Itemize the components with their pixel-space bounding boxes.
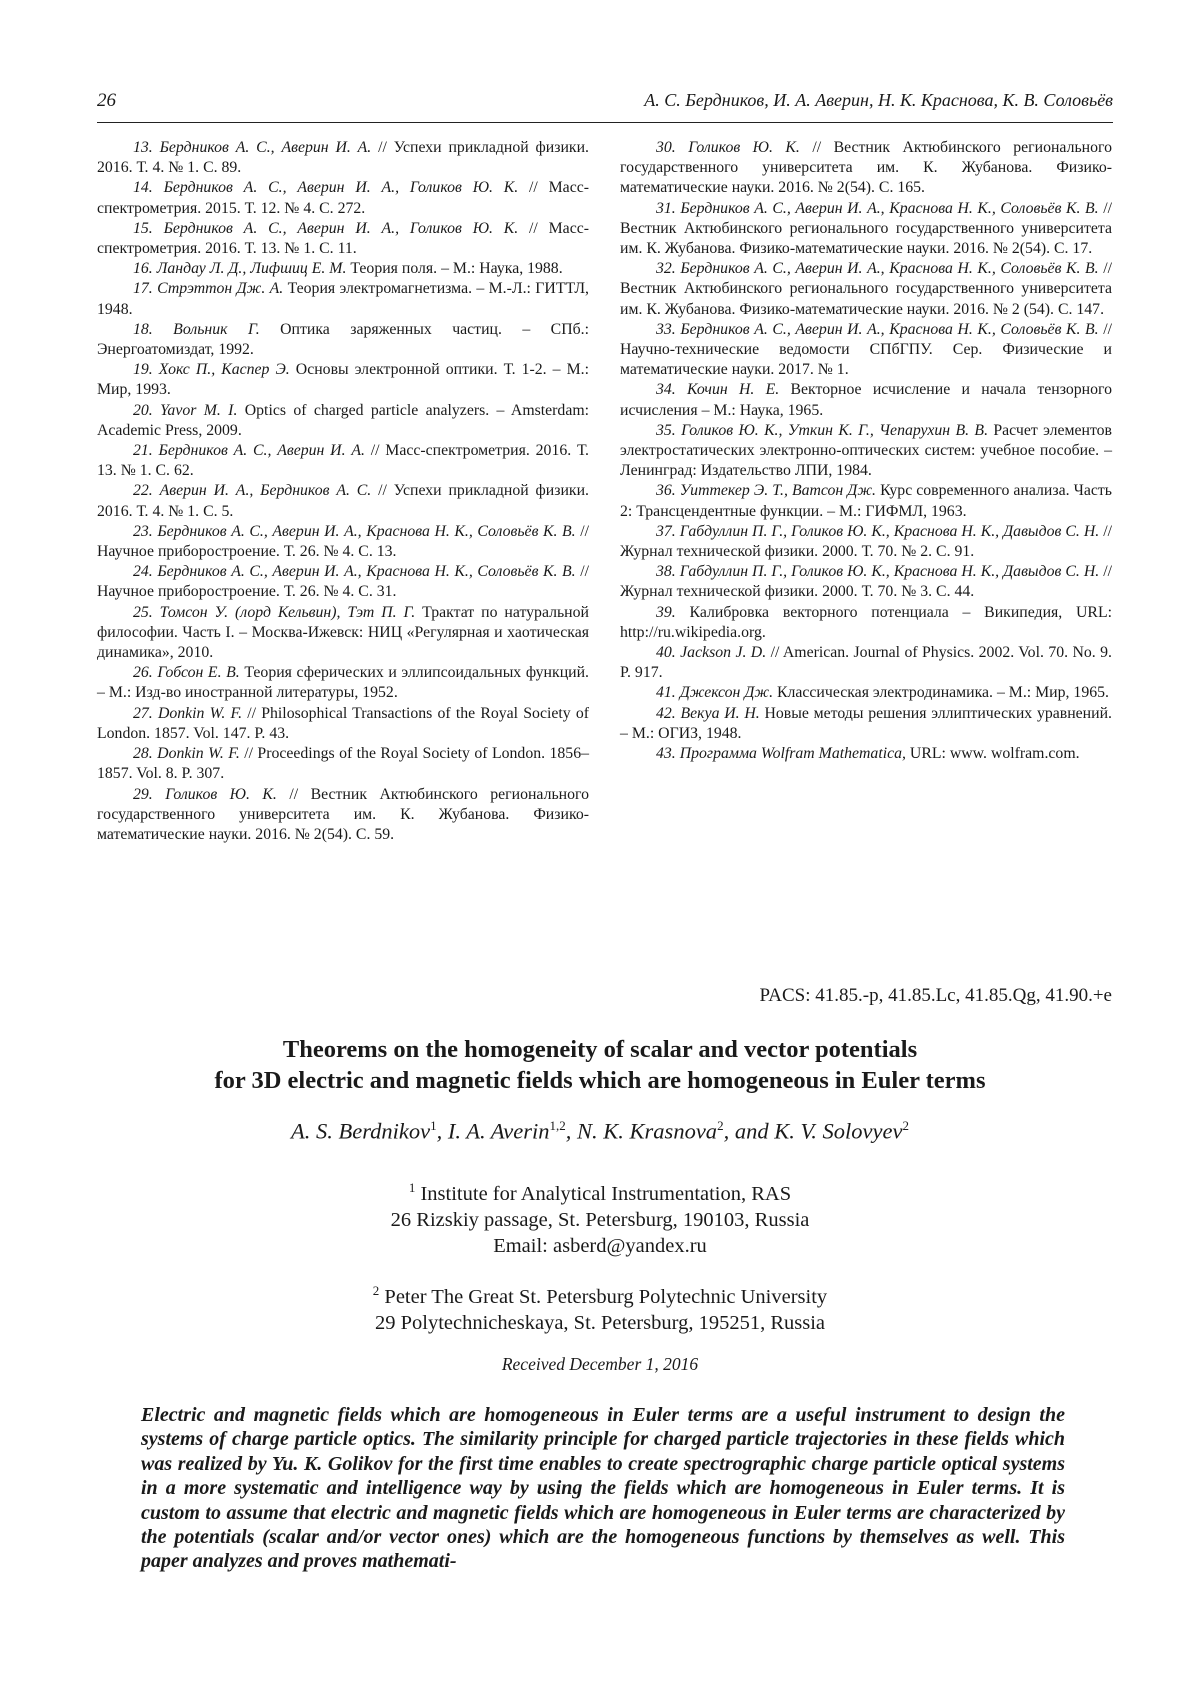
affil-mark: 2	[372, 1283, 380, 1298]
reference-entry	[97, 138, 589, 178]
reference-details: Расчет элементов электростатических электронно-оптических систем: учебное пособие. – Ленинград: Издательство ЛПИ, 1984.	[620, 421, 1112, 480]
reference-entry	[97, 259, 589, 279]
reference-details: // Научно-технические ведомости СПбГПУ. Сер. Физические и математические науки. 2017. № 1.	[620, 320, 1112, 379]
reference-details: // American. Journal of Physics. 2002. Vol. 70. No. 9. P. 917.	[620, 644, 1112, 682]
reference-details: Курс современного анализа. Часть 2: Трансцендентные функции. – М.: ГИФМЛ, 1963.	[620, 482, 1112, 520]
author-name: A. S. Berdnikov	[290, 1118, 431, 1144]
reference-authors: 31. Бердников А. С., Аверин И. А., Краснова Н. К., Соловьёв К. В.	[656, 199, 1099, 217]
author-affil-mark: 2	[717, 1118, 724, 1133]
reference-details: // Научное приборостроение. Т. 26. № 4. С. 31.	[97, 563, 589, 601]
reference-authors: 41. Джексон Дж.	[656, 684, 774, 702]
pacs-codes: PACS: 41.85.-p, 41.85.Lc, 41.85.Qg, 41.90.+e	[759, 985, 1112, 1006]
author-list	[0, 1118, 1200, 1145]
reference-authors: 28. Donkin W. F.	[133, 745, 240, 763]
abstract: Electric and magnetic fields which are homogeneous in Euler terms are a useful instrument to design the systems of charge particle optics. The similarity principle for charged particle trajectories in these fields which was realized by Yu. K. Golikov for the first time enables to create spectrographic charge particle optical systems in a more systematic and intelligence way by using the fields which are homogeneous in Euler terms. It is custom to assume that electric and magnetic fields which are homogeneous in Euler terms are characterized by the potentials (scalar and/or vector ones) which are the homogeneous functions by themselves as well. This paper analyzes and proves mathemati-	[141, 1404, 1065, 1573]
reference-entry	[97, 663, 589, 703]
reference-authors: 20. Yavor M. I.	[133, 401, 238, 419]
reference-details: // Журнал технической физики. 2000. Т. 70. № 3. С. 44.	[620, 563, 1112, 601]
reference-entry	[97, 481, 589, 521]
references-right-column	[620, 138, 1112, 764]
reference-authors: 14. Бердников А. С., Аверин И. А., Голиков Ю. К.	[133, 179, 519, 197]
affil-email[interactable]: Email: asberd@yandex.ru	[493, 1234, 707, 1257]
author-name: , and K. V. Solovyev	[723, 1118, 903, 1144]
affil-address: 29 Polytechnicheskaya, St. Petersburg, 195251, Russia	[374, 1311, 825, 1334]
reference-details: // Масс-спектрометрия. 2015. Т. 12. № 4. С. 272.	[97, 179, 589, 217]
reference-authors: 15. Бердников А. С., Аверин И. А., Голиков Ю. К.	[133, 219, 519, 237]
reference-entry	[97, 522, 589, 562]
reference-details: Калибровка векторного потенциала – Википедия, URL: http://ru.wikipedia.org.	[620, 603, 1112, 641]
reference-entry	[97, 562, 589, 602]
reference-entry	[620, 259, 1112, 320]
affil-name: Peter The Great St. Petersburg Polytechnic University	[384, 1285, 828, 1308]
reference-authors: 25. Томсон У. (лорд Кельвин), Тэт П. Г.	[133, 603, 416, 621]
reference-details: Векторное исчисление и начала тензорного исчисления – М.: Наука, 1965.	[620, 381, 1113, 419]
reference-entry	[97, 320, 589, 360]
author-affil-mark: 2	[902, 1118, 909, 1133]
reference-details: Optics of charged particle analyzers. – Amsterdam: Academic Press, 2009.	[97, 401, 590, 439]
reference-details: Оптика заряженных частиц. – СПб.: Энергоатомиздат, 1992.	[97, 320, 589, 359]
reference-entry	[620, 744, 1112, 764]
reference-authors: 18. Вольник Г.	[133, 320, 260, 338]
reference-details: Теория электромагнетизма. – М.-Л.: ГИТТЛ, 1948.	[97, 280, 589, 318]
reference-details: Основы электронной оптики. Т. 1-2. – М.: Мир, 1993.	[97, 361, 590, 399]
reference-entry	[97, 219, 589, 259]
reference-details: Теория поля. – М.: Наука, 1988.	[346, 260, 563, 278]
affil-address: 26 Rizskiy passage, St. Petersburg, 190103, Russia	[390, 1208, 810, 1231]
reference-entry	[97, 441, 589, 481]
reference-authors: 16. Ландау Л. Д., Лифшиц Е. М.	[133, 260, 347, 278]
reference-details: Трактат по натуральной философии. Часть I. – Москва-Ижевск: НИЦ «Регулярная и хаотическая динамика», 2010.	[97, 603, 589, 662]
reference-authors: 43. Программа Wolfram Mathematica,	[656, 745, 906, 763]
reference-details: Новые методы решения эллиптических уравнений. – М.: ОГИЗ, 1948.	[620, 704, 1112, 742]
reference-details: // Вестник Актюбинского регионального государственного университета им. К. Жубанова. Физико-математические науки. 2016. № 2(54). С. 59.	[97, 785, 590, 843]
reference-entry	[620, 603, 1112, 643]
affil-name: Institute for Analytical Instrumentation, RAS	[420, 1182, 792, 1205]
reference-details: // Proceedings of the Royal Society of London. 1856–1857. Vol. 8. P. 307.	[97, 745, 589, 783]
reference-entry	[620, 643, 1112, 683]
affiliation-2	[0, 1278, 1200, 1336]
running-head: А. С. Бердников, И. А. Аверин, Н. К. Краснова, К. В. Соловьёв	[644, 90, 1113, 110]
reference-entry	[620, 138, 1112, 199]
reference-authors: 26. Гобсон Е. В.	[133, 664, 240, 682]
reference-entry	[620, 199, 1112, 260]
reference-entry	[620, 421, 1112, 482]
reference-details: // Успехи прикладной физики. 2016. Т. 4. № 1. С. 89.	[97, 139, 589, 177]
author-name: , N. K. Krasnova	[565, 1118, 718, 1144]
author-affil-mark: 1	[430, 1118, 437, 1133]
reference-details: // Масс-спектрометрия. 2016. Т. 13. № 1. С. 11.	[97, 219, 589, 258]
reference-details: // Журнал технической физики. 2000. Т. 70. № 2. С. 91.	[620, 522, 1112, 561]
reference-details: Теория сферических и эллипсоидальных функций. – М.: Изд-во иностранной литературы, 1952.	[97, 664, 589, 702]
reference-authors: 42. Векуа И. Н.	[656, 704, 760, 722]
reference-details: Классическая электродинамика. – М.: Мир, 1965.	[773, 684, 1109, 702]
reference-details: // Успехи прикладной физики. 2016. Т. 4. № 1. С. 5.	[97, 482, 589, 520]
reference-authors: 22. Аверин И. А., Бердников А. С.	[133, 482, 372, 500]
reference-details: // Масс-спектрометрия. 2016. Т. 13. № 1. С. 62.	[97, 442, 589, 480]
reference-authors: 34. Кочин Н. Е.	[656, 381, 780, 399]
reference-authors: 19. Хокс П., Каспер Э.	[133, 361, 290, 379]
reference-entry	[620, 522, 1112, 562]
reference-entry	[620, 562, 1112, 602]
reference-entry	[97, 785, 589, 846]
author-affil-mark: 1,2	[549, 1118, 566, 1133]
page-number: 26	[97, 90, 116, 111]
reference-authors: 13. Бердников А. С., Аверин И. А.	[133, 139, 372, 156]
article-title	[0, 1034, 1200, 1096]
affil-mark: 1	[408, 1180, 416, 1195]
reference-entry	[620, 320, 1112, 381]
reference-entry	[97, 360, 589, 400]
reference-entry	[620, 683, 1112, 703]
reference-entry	[620, 704, 1112, 744]
references-left-column	[97, 138, 589, 845]
received-date: Received December 1, 2016	[501, 1354, 699, 1374]
reference-authors: 40. Jackson J. D.	[656, 644, 767, 662]
reference-authors: 35. Голиков Ю. К., Уткин К. Г., Чепарухин В. В.	[656, 421, 989, 439]
author-name: , I. A. Averin	[436, 1118, 550, 1144]
reference-authors: 32. Бердников А. С., Аверин И. А., Краснова Н. К., Соловьёв К. В.	[656, 260, 1099, 278]
reference-entry	[97, 279, 589, 319]
reference-authors: 38. Габдуллин П. Г., Голиков Ю. К., Краснова Н. К., Давыдов С. Н.	[656, 563, 1100, 581]
reference-authors: 27. Donkin W. F.	[133, 704, 243, 722]
reference-entry	[97, 744, 589, 784]
affiliation-1	[0, 1175, 1200, 1259]
reference-authors: 24. Бердников А. С., Аверин И. А., Краснова Н. К., Соловьёв К. В.	[133, 563, 576, 581]
reference-details: // Philosophical Transactions of the Royal Society of London. 1857. Vol. 147. P. 43.	[97, 704, 589, 742]
reference-entry	[97, 178, 589, 218]
reference-authors: 17. Стрэттон Дж. А.	[133, 280, 284, 298]
page-header	[97, 90, 1113, 123]
reference-authors: 21. Бердников А. С., Аверин И. А.	[133, 442, 365, 460]
reference-authors: 30. Голиков Ю. К.	[656, 139, 800, 156]
reference-authors: 36. Уиттекер Э. Т., Ватсон Дж.	[656, 482, 877, 500]
article-title-line: Theorems on the homogeneity of scalar and vector potentials	[282, 1036, 918, 1063]
reference-details: // Вестник Актюбинского регионального государственного университета им. К. Жубанова. Физико-математические науки. 2016. № 2 (54). С. 147.	[620, 260, 1112, 318]
reference-entry	[620, 380, 1112, 420]
reference-details: // Вестник Актюбинского регионального государственного университета им. К. Жубанова. Физико-математические науки. 2016. № 2(54). С. 17.	[620, 199, 1112, 258]
reference-authors: 23. Бердников А. С., Аверин И. А., Краснова Н. К., Соловьёв К. В.	[133, 522, 576, 540]
reference-entry	[620, 481, 1112, 521]
reference-authors: 29. Голиков Ю. К.	[133, 785, 277, 803]
reference-authors: 39.	[656, 603, 676, 621]
reference-authors: 37. Габдуллин П. Г., Голиков Ю. К., Краснова Н. К., Давыдов С. Н.	[656, 522, 1100, 540]
reference-entry	[97, 603, 589, 664]
article-title-line: for 3D electric and magnetic fields which are homogeneous in Euler terms	[214, 1067, 986, 1094]
reference-details: URL: www. wolfram.com.	[905, 745, 1080, 763]
reference-entry	[97, 704, 589, 744]
reference-details: // Научное приборостроение. Т. 26. № 4. С. 13.	[97, 522, 589, 561]
reference-entry	[97, 401, 589, 441]
reference-authors: 33. Бердников А. С., Аверин И. А., Краснова Н. К., Соловьёв К. В.	[656, 320, 1099, 338]
reference-details: // Вестник Актюбинского регионального государственного университета им. К. Жубанова. Физико-математические науки. 2016. № 2(54). С. 165.	[620, 139, 1113, 197]
